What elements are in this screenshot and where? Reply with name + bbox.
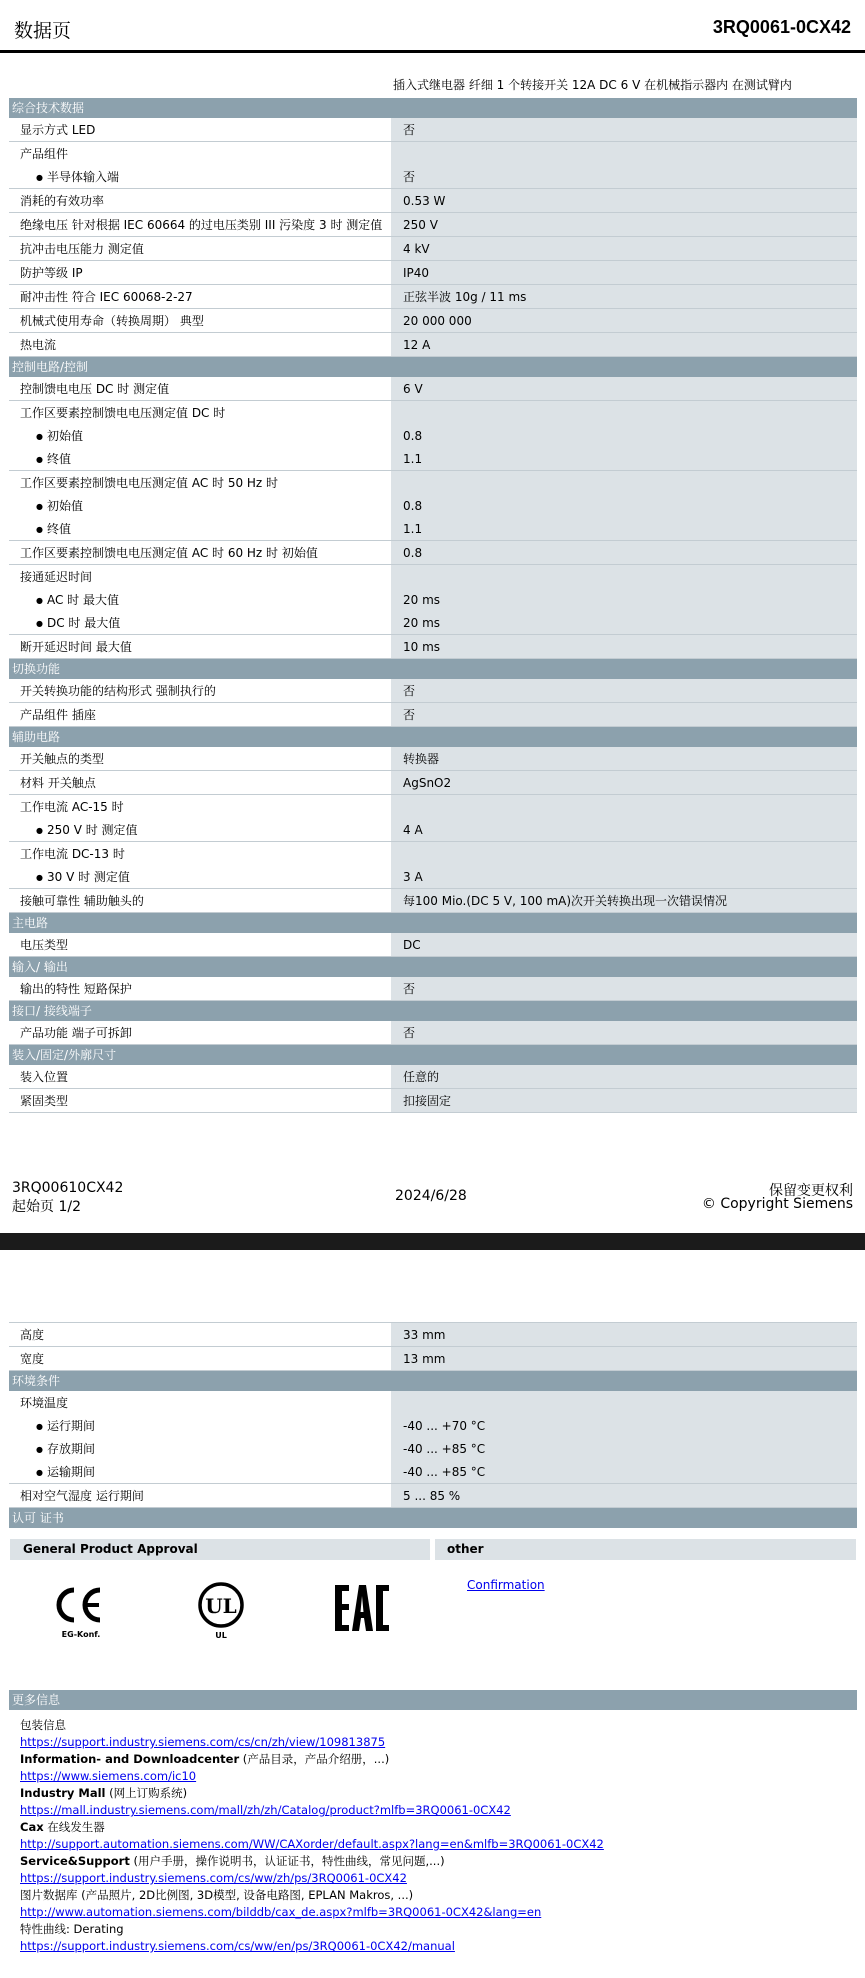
spec-label: 接触可靠性 辅助触头的: [20, 894, 144, 908]
spec-row: [9, 118, 857, 142]
more-info-heading: [20, 1785, 850, 1802]
more-info-list: [20, 1717, 850, 1955]
spec-row: [9, 1391, 857, 1414]
more-info-heading: [20, 1921, 850, 1938]
spec-row: [9, 795, 857, 818]
spec-value: 0.8: [391, 424, 857, 447]
spec-row: [9, 213, 857, 237]
spec-row: [9, 771, 857, 795]
spec-value: 5 ... 85 %: [391, 1484, 857, 1507]
spec-row: [9, 1347, 857, 1371]
spec-row: [9, 142, 857, 165]
spec-label: 绝缘电压 针对根据 IEC 60664 的过电压类别 III 污染度 3 时 测定值: [20, 218, 383, 232]
spec-value: 否: [391, 118, 857, 141]
spec-value: [391, 401, 857, 424]
more-info-heading: [20, 1853, 850, 1870]
spec-value: 4 A: [391, 818, 857, 841]
more-info-heading: [20, 1717, 850, 1734]
spec-label: 电压类型: [20, 938, 69, 952]
spec-row: [9, 377, 857, 401]
more-info-heading-text: 包装信息: [20, 1718, 66, 1732]
spec-label: ● 初始值: [9, 424, 391, 447]
more-info-heading-text: 特性曲线: Derating: [20, 1922, 124, 1936]
product-description: 插入式继电器 纤细 1 个转接开关 12A DC 6 V 在机械指示器内 在测试臂内: [393, 78, 792, 92]
spec-value: 否: [391, 679, 857, 702]
more-info-heading-bold: Information- and Downloadcenter: [20, 1752, 240, 1766]
spec-value: [391, 795, 857, 818]
spec-value: DC: [391, 933, 857, 956]
spec-row: [9, 165, 857, 189]
spec-row: [9, 565, 857, 588]
spec-label: ● 半导体输入端: [9, 165, 391, 188]
spec-row: [9, 237, 857, 261]
spec-label: 防护等级 IP: [20, 266, 83, 280]
spec-label: 环境温度: [20, 1396, 69, 1410]
spec-value: [391, 142, 857, 165]
spec-row: [9, 865, 857, 889]
spec-value: 1.1: [391, 517, 857, 540]
more-info-heading: [20, 1819, 850, 1836]
more-info-link[interactable]: http://www.automation.siemens.com/bilddb/cax_de.aspx?mlfb=3RQ0061-0CX42&lang=en: [20, 1905, 542, 1919]
page-break: [0, 1233, 865, 1250]
spec-label: 断开延迟时间 最大值: [20, 640, 132, 654]
footer-date: 2024/6/28: [395, 1188, 467, 1204]
spec-label: 热电流: [20, 338, 57, 352]
spec-value: IP40: [391, 261, 857, 284]
spec-value: 1.1: [391, 447, 857, 470]
more-info-heading: [20, 1887, 850, 1904]
page1-section-header: 切换功能: [9, 659, 857, 679]
page1-section-header: 输入/ 输出: [9, 957, 857, 977]
spec-label: 显示方式 LED: [20, 123, 96, 137]
footer-copyright: © Copyright Siemens: [701, 1196, 853, 1212]
spec-row: [9, 541, 857, 565]
more-info-heading-text: 图片数据库 (产品照片, 2D比例图, 3D模型, 设备电路图, EPLAN Makros, ...): [20, 1888, 414, 1902]
page1-section-header: 接口/ 接线端子: [9, 1001, 857, 1021]
spec-row: [9, 471, 857, 494]
spec-label: 材料 开关触点: [20, 776, 96, 790]
spec-value: 20 000 000: [391, 309, 857, 332]
svg-text:UL: UL: [205, 1594, 237, 1618]
product-id: 3RQ0061-0CX42: [712, 17, 851, 37]
spec-value: 13 mm: [391, 1347, 857, 1370]
more-info-section: [9, 1690, 857, 1710]
spec-label: 紧固类型: [20, 1094, 69, 1108]
spec-row: [9, 818, 857, 842]
spec-row: [9, 1323, 857, 1347]
ce-caption: EG-Konf.: [61, 1630, 101, 1639]
spec-value: 6 V: [391, 377, 857, 400]
page-header: [0, 0, 865, 53]
spec-label: ● 运行期间: [9, 1414, 391, 1437]
spec-label: ● 存放期间: [9, 1437, 391, 1460]
spec-label: 消耗的有效功率: [20, 194, 105, 208]
spec-label: ● 250 V 时 测定值: [9, 818, 391, 841]
spec-row: [9, 635, 857, 659]
more-info-heading-bold: Service&Support: [20, 1854, 130, 1868]
spec-label: ● AC 时 最大值: [9, 588, 391, 611]
spec-value: 10 ms: [391, 635, 857, 658]
page1-section-header: 装入/固定/外廓尺寸: [9, 1045, 857, 1065]
spec-label: 耐冲击性 符合 IEC 60068-2-27: [20, 290, 193, 304]
more-info-heading-bold: Cax: [20, 1820, 44, 1834]
confirmation-link[interactable]: Confirmation: [467, 1578, 545, 1592]
more-info-link[interactable]: https://mall.industry.siemens.com/mall/zh/zh/Catalog/product?mlfb=3RQ0061-0CX42: [20, 1803, 511, 1817]
more-info-heading-text: (用户手册，操作说明书，认证证书，特性曲线，常见问题,...): [129, 1854, 445, 1868]
spec-row: [9, 517, 857, 541]
spec-value: 0.8: [391, 494, 857, 517]
spec-label: 机械式使用寿命（转换周期） 典型: [20, 314, 204, 328]
spec-label: 接通延迟时间: [20, 570, 93, 584]
more-info-heading-text: 在线发生器: [43, 1820, 105, 1834]
footer-page: 起始页 1/2: [12, 1199, 81, 1215]
spec-value: 250 V: [391, 213, 857, 236]
spec-label: ● 终值: [9, 517, 391, 540]
spec-table-page1: [9, 98, 857, 1113]
spec-row: [9, 333, 857, 357]
approval-col-general: General Product Approval: [10, 1539, 430, 1560]
spec-label: ● 30 V 时 测定值: [9, 865, 391, 888]
spec-row: [9, 1065, 857, 1089]
more-info-link[interactable]: https://www.siemens.com/ic10: [20, 1769, 197, 1783]
spec-value: 12 A: [391, 333, 857, 356]
more-info-heading-bold: Industry Mall: [20, 1786, 106, 1800]
spec-value: 3 A: [391, 865, 857, 888]
spec-label: 开关触点的类型: [20, 752, 105, 766]
spec-value: 否: [391, 1021, 857, 1044]
spec-row: [9, 611, 857, 635]
spec-row: [9, 1484, 857, 1508]
more-info-link[interactable]: https://support.industry.siemens.com/cs/ww/zh/ps/3RQ0061-0CX42: [20, 1871, 407, 1885]
spec-value: -40 ... +85 °C: [391, 1460, 857, 1483]
spec-label: 工作区要素控制馈电电压测定值 AC 时 50 Hz 时: [20, 476, 279, 490]
spec-value: [391, 842, 857, 865]
spec-label: 工作区要素控制馈电电压测定值 AC 时 60 Hz 时 初始值: [20, 546, 318, 560]
spec-table-page2: [9, 1322, 857, 1528]
page2-section-header: 认可 证书: [9, 1508, 857, 1528]
footer-doc-id: 3RQ00610CX42: [12, 1180, 124, 1196]
page2-section-header: 环境条件: [9, 1371, 857, 1391]
spec-value: 20 ms: [391, 588, 857, 611]
spec-row: [9, 1437, 857, 1460]
spec-row: [9, 401, 857, 424]
more-info-link[interactable]: https://support.industry.siemens.com/cs/cn/zh/view/109813875: [20, 1735, 386, 1749]
spec-row: [9, 1021, 857, 1045]
spec-label: ● 运输期间: [9, 1460, 391, 1483]
spec-label: 产品组件: [20, 147, 69, 161]
eac-mark-icon: [332, 1582, 392, 1634]
more-info-heading-text: (产品目录，产品介绍册，...): [239, 1752, 390, 1766]
spec-label: 宽度: [20, 1352, 45, 1366]
spec-value: 正弦半波 10g / 11 ms: [391, 285, 857, 308]
spec-value: 0.53 W: [391, 189, 857, 212]
spec-label: 产品组件 插座: [20, 708, 96, 722]
spec-label: 相对空气湿度 运行期间: [20, 1489, 144, 1503]
spec-row: [9, 747, 857, 771]
spec-value: 否: [391, 703, 857, 726]
page1-section-header: 辅助电路: [9, 727, 857, 747]
spec-row: [9, 285, 857, 309]
spec-value: [391, 471, 857, 494]
spec-row: [9, 889, 857, 913]
ul-caption: UL: [215, 1631, 227, 1640]
spec-label: 开关转换功能的结构形式 强制执行的: [20, 684, 216, 698]
spec-value: 0.8: [391, 541, 857, 564]
spec-value: 每100 Mio.(DC 5 V, 100 mA)次开关转换出现一次错误情况: [391, 889, 857, 912]
spec-label: ● 终值: [9, 447, 391, 470]
page1-section-header: 综合技术数据: [9, 98, 857, 118]
spec-value: [391, 1391, 857, 1414]
spec-label: ● DC 时 最大值: [9, 611, 391, 634]
spec-value: AgSnO2: [391, 771, 857, 794]
spec-value: -40 ... +70 °C: [391, 1414, 857, 1437]
page-title: 数据页: [14, 20, 72, 42]
spec-row: [9, 309, 857, 333]
spec-row: [9, 424, 857, 447]
spec-value: -40 ... +85 °C: [391, 1437, 857, 1460]
spec-row: [9, 588, 857, 611]
spec-row: [9, 261, 857, 285]
more-info-heading: [20, 1751, 850, 1768]
spec-label: 控制馈电电压 DC 时 测定值: [20, 382, 170, 396]
spec-row: [9, 1414, 857, 1437]
page1-section-header: 控制电路/控制: [9, 357, 857, 377]
spec-value: [391, 565, 857, 588]
spec-row: [9, 842, 857, 865]
spec-label: 产品功能 端子可拆卸: [20, 1026, 132, 1040]
spec-value: 4 kV: [391, 237, 857, 260]
spec-row: [9, 977, 857, 1001]
more-info-link[interactable]: http://support.automation.siemens.com/WW/CAXorder/default.aspx?lang=en&mlfb=3RQ0061-0CX42: [20, 1837, 604, 1851]
spec-label: 工作区要素控制馈电电压测定值 DC 时: [20, 406, 226, 420]
spec-row: [9, 189, 857, 213]
more-info-title: 更多信息: [9, 1690, 857, 1710]
spec-label: 高度: [20, 1328, 45, 1342]
spec-row: [9, 1089, 857, 1113]
spec-row: [9, 447, 857, 471]
approval-col-other: other: [435, 1539, 856, 1560]
spec-value: 扣接固定: [391, 1089, 857, 1112]
spec-row: [9, 494, 857, 517]
spec-label: 工作电流 AC-15 时: [20, 800, 124, 814]
footer-rights: 保留变更权利: [769, 1183, 853, 1199]
spec-row: [9, 933, 857, 957]
spec-row: [9, 679, 857, 703]
spec-value: 任意的: [391, 1065, 857, 1088]
ce-mark-icon: [50, 1584, 112, 1640]
spec-row: [9, 703, 857, 727]
more-info-link[interactable]: https://support.industry.siemens.com/cs/ww/en/ps/3RQ0061-0CX42/manual: [20, 1939, 455, 1953]
spec-label: 装入位置: [20, 1070, 69, 1084]
spec-label: 工作电流 DC-13 时: [20, 847, 125, 861]
spec-label: 抗冲击电压能力 测定值: [20, 242, 144, 256]
spec-label: ● 初始值: [9, 494, 391, 517]
spec-label: 输出的特性 短路保护: [20, 982, 132, 996]
page1-section-header: 主电路: [9, 913, 857, 933]
approval-header: [10, 1539, 856, 1560]
spec-value: 否: [391, 977, 857, 1000]
spec-value: 转换器: [391, 747, 857, 770]
spec-row: [9, 1460, 857, 1484]
more-info-heading-text: (网上订购系统): [105, 1786, 188, 1800]
ul-mark-icon: [196, 1582, 246, 1640]
spec-value: 33 mm: [391, 1323, 857, 1346]
spec-value: 20 ms: [391, 611, 857, 634]
spec-value: 否: [391, 165, 857, 188]
